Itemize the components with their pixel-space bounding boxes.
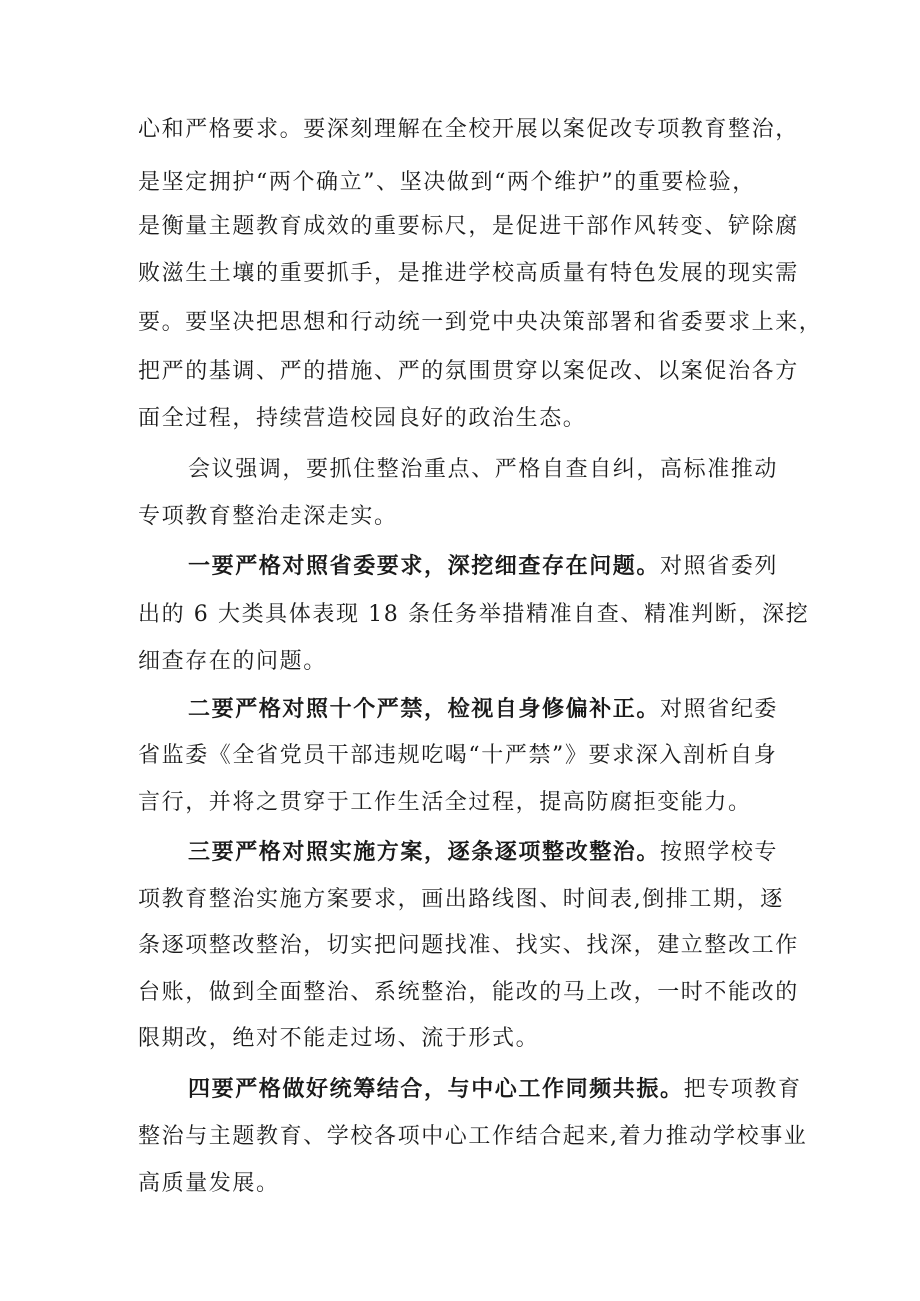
paragraph-1-line-7: 面全过程，持续营造校园良好的政治生态。 [138,406,587,431]
paragraph-1-line-4: 败滋生土壤的重要抓手，是推进学校高质量有特色发展的现实需 [138,261,799,286]
item-2-line-2: 省监委《全省党员干部违规吃喝“十严禁”》要求深入剖析自身 [138,743,778,768]
item-3-heading: 三要严格对照实施方案，逐条逐项整改整治。 [188,839,661,865]
item-1-line-1 [188,555,778,578]
paragraph-2-line-1: 会议强调，要抓住整治重点、严格自查自纠，高标准推动 [188,457,779,482]
item-1-heading: 一要严格对照省委要求，深挖细查存在问题。 [188,553,661,579]
item-1-line-3: 细查存在的问题。 [138,649,327,674]
item-4-line-3: 高质量发展。 [138,1171,280,1196]
paragraph-1-line-5: 要。要坚决把思想和行动统一到党中央决策部署和省委要求上来， [138,310,823,335]
item-3-line-1 [188,841,778,864]
item-2-text: 对照省纪委 [660,697,779,722]
paragraph-1-line-1: 心和严格要求。要深刻理解在全校开展以案促改专项教育整治， [138,117,799,142]
item-3-line-5: 限期改，绝对不能走过场、流于形式。 [138,1026,540,1051]
paragraph-1-line-3: 是衡量主题教育成效的重要标尺，是促进干部作风转变、铲除腐 [138,214,799,239]
item-2-heading: 二要严格对照十个严禁，检视自身修偏补正。 [188,696,661,722]
item-1-line-2: 出的 6 大类具体表现 18 条任务举措精准自查、精准判断，深挖 [138,602,810,627]
item-1-text: 对照省委列 [660,554,779,579]
item-3-line-3: 条逐项整改整治，切实把问题找准、找实、找深，建立整改工作 [138,933,799,958]
paragraph-1-line-2: 是坚定拥护“两个确立”、坚决做到“两个维护”的重要检验， [138,170,756,195]
item-2-line-1 [188,698,778,721]
paragraph-2-line-2: 专项教育整治走深走实。 [138,504,398,529]
paragraph-1-line-6: 把严的基调、严的措施、严的氛围贯穿以案促改、以案促治各方 [138,359,799,384]
item-4-text: 把专项教育 [683,1077,802,1102]
item-4-heading: 四要严格做好统筹结合，与中心工作同频共振。 [188,1076,684,1102]
item-4-line-1 [188,1078,802,1101]
item-3-line-4: 台账，做到全面整治、系统整治，能改的马上改，一时不能改的 [138,980,799,1005]
item-3-line-2: 项教育整治实施方案要求，画出路线图、时间表,倒排工期，逐 [138,887,784,912]
item-4-line-2: 整治与主题教育、学校各项中心工作结合起来,着力推动学校事业 [138,1124,808,1149]
item-2-line-3: 言行，并将之贯穿于工作生活全过程，提高防腐拒变能力。 [138,790,752,815]
item-3-text: 按照学校专 [660,840,779,865]
